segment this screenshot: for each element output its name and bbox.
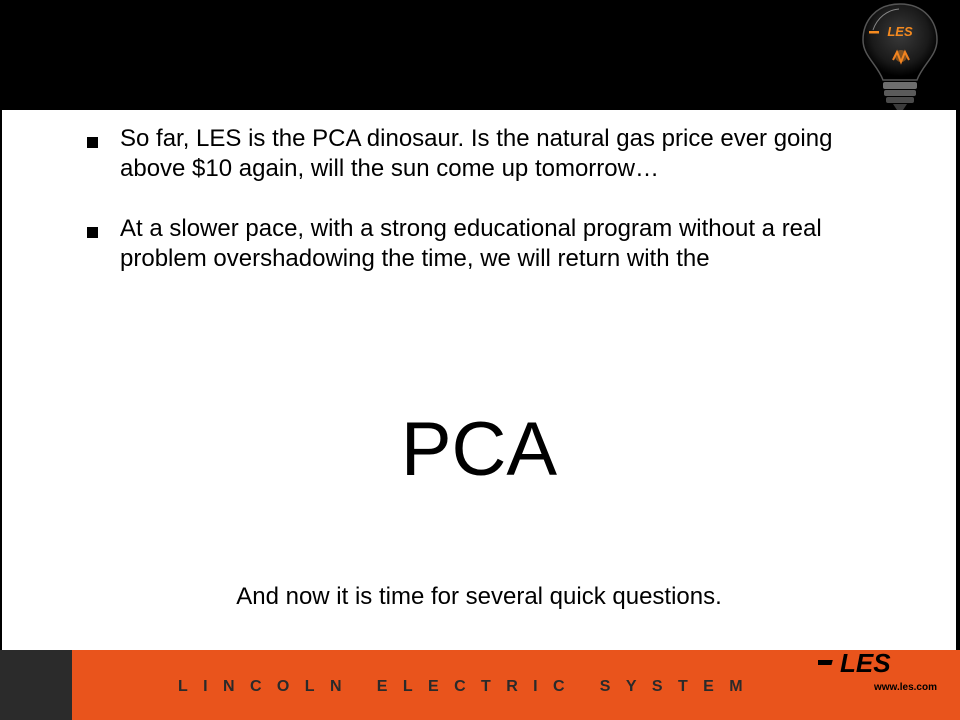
footer-dark-block: [0, 650, 72, 720]
bulb-logo-text: LES: [887, 24, 913, 39]
bullet-item: [98, 214, 858, 274]
closing-line: And now it is time for several quick questions.: [236, 583, 722, 610]
light-bulb-logo: [855, 0, 945, 110]
footer-bar: [0, 650, 960, 720]
website-url: www.les.com: [874, 682, 937, 693]
bullet-text: So far, LES is the PCA dinosaur. Is the natural gas price ever going above $10 again, will the sun come up tomorrow…: [120, 125, 833, 182]
footer-company-name: LINCOLN ELECTRIC SYSTEM: [178, 678, 758, 695]
square-bullet-icon: [87, 137, 98, 148]
slide-content: [2, 110, 956, 650]
footer-logo-text: LES: [840, 648, 891, 678]
header-bar: [0, 0, 960, 110]
bullet-list: [98, 124, 858, 274]
bullet-item: [98, 124, 858, 184]
bullet-text: At a slower pace, with a strong educational program without a real problem overshadowing the time, we will return with the: [120, 215, 822, 272]
square-bullet-icon: [87, 227, 98, 238]
headline: PCA: [400, 407, 558, 492]
